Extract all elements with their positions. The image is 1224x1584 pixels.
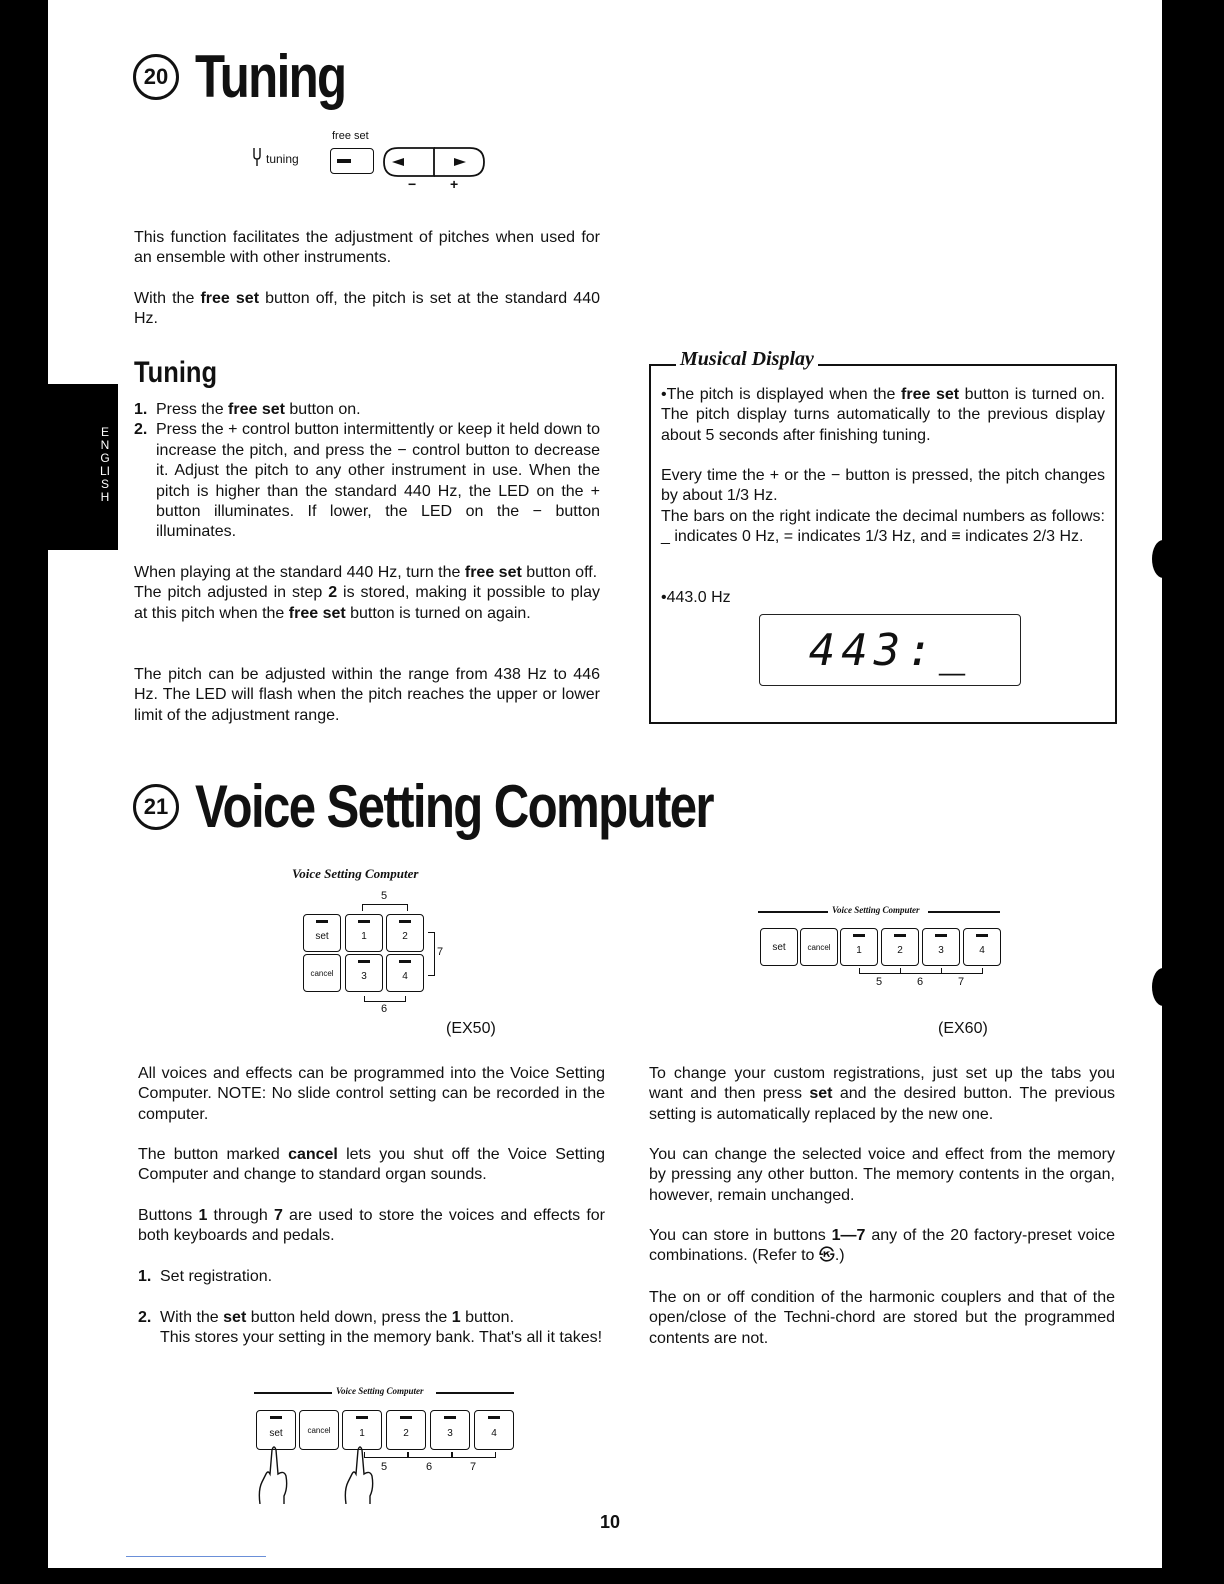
divider <box>254 1392 332 1394</box>
ex60-caption: (EX60) <box>938 1020 988 1037</box>
set-button[interactable]: set <box>256 1410 296 1450</box>
combo-7-label: 7 <box>437 946 444 958</box>
memory-button-4[interactable]: 4 <box>474 1410 514 1450</box>
vsc-couplers-paragraph: The on or off condition of the harmonic couplers and that of the open/close of the Techni-chord are stored but the programmed contents are not. <box>649 1289 1115 1347</box>
tuning-subheading: Tuning <box>134 356 218 389</box>
memory-button-4[interactable]: 4 <box>963 928 1001 966</box>
combo-7-label: 7 <box>470 1461 477 1473</box>
ex60-panel-title: Voice Setting Computer <box>832 905 920 915</box>
memory-button-2[interactable]: 2 <box>386 1410 426 1450</box>
page-border-bottom <box>0 1568 1224 1584</box>
cancel-button[interactable]: cancel <box>299 1410 339 1450</box>
combo-6-label: 6 <box>426 1461 433 1473</box>
combo-bracket <box>362 904 408 911</box>
section-heading: Tuning <box>195 43 346 110</box>
page-border-right <box>1162 0 1224 1584</box>
edge-mark <box>1152 540 1174 578</box>
memory-button-1[interactable]: 1 <box>345 914 383 952</box>
tuning-intro-paragraph: This function facilitates the adjustment of pitches when used for an ensemble with other instruments. <box>134 229 600 267</box>
vsc-preset-paragraph: You can store in buttons 1—7 any of the 20 factory-preset voice combinations. (Refer to ㉿.) <box>649 1227 1116 1265</box>
free-set-label: free set <box>332 130 369 142</box>
pointing-hand-icon <box>256 1444 290 1504</box>
tuning-standard-paragraph: With the free set button off, the pitch is set at the standard 440 Hz. <box>134 290 601 328</box>
vsc-intro-paragraph: All voices and effects can be programmed into the Voice Setting Computer. NOTE: No slide control setting can be recorded in the computer. <box>138 1065 605 1123</box>
minus-label: − <box>408 176 417 192</box>
display-paragraph-2: Every time the + or the − button is pressed, the pitch changes by about 1/3 Hz. <box>661 467 1105 505</box>
list-item: 1. Press the free set button on. <box>134 401 361 418</box>
combo-5-label: 5 <box>381 1461 388 1473</box>
combo-bracket <box>941 968 983 974</box>
set-button[interactable]: set <box>760 928 798 966</box>
combo-bracket <box>428 932 435 976</box>
memory-button-3[interactable]: 3 <box>430 1410 470 1450</box>
pointing-hand-icon <box>342 1444 376 1504</box>
display-paragraph-1: •The pitch is displayed when the free set button is turned on. The pitch display turns automatically to the previous display about 5 seconds after finishing tuning. <box>661 386 1105 444</box>
vsc-change-paragraph: To change your custom registrations, just set up the tabs you want and then press set and the desired button. The previous setting is automatically replaced by the new one. <box>649 1065 1115 1123</box>
list-item: 2. Press the + control button intermittently or keep it held down to increase the pitch, and press the − control button to decrease it. Adjust the pitch to any other instrument in use. When the pitch is higher than the standard 440 Hz, the LED on the + button illuminates. If lower, the LED on the − button illuminates. <box>134 421 600 541</box>
combo-5-label: 5 <box>876 976 883 988</box>
tuning-fork-icon <box>252 148 262 166</box>
scan-artifact-line <box>126 1556 266 1557</box>
combo-6-label: 6 <box>381 1003 388 1015</box>
cancel-button[interactable]: cancel <box>303 954 341 992</box>
divider <box>928 911 1000 913</box>
edge-mark <box>1152 968 1174 1006</box>
memory-button-2[interactable]: 2 <box>386 914 424 952</box>
memory-button-3[interactable]: 3 <box>345 954 383 992</box>
section-heading: Voice Setting Computer <box>195 773 713 840</box>
tuning-standard-off-paragraph: When playing at the standard 440 Hz, turn the free set button off. The pitch adjusted in step 2 is stored, making it possible to play at this pitch when the free set button is turned on again. <box>134 564 601 622</box>
tuning-minus-plus-buttons[interactable] <box>382 146 486 178</box>
combo-bracket <box>452 1452 496 1458</box>
lcd-display: 443:_ <box>759 614 1021 686</box>
section-title-vsc <box>133 772 827 841</box>
memory-button-2[interactable]: 2 <box>881 928 919 966</box>
musical-display-title: Musical Display <box>676 348 818 371</box>
list-item: 2. With the set button held down, press the 1 button. This stores your setting in the memory bank. That's all it takes! <box>138 1308 603 1347</box>
vsc-steps <box>138 1267 605 1349</box>
ex50-panel-title: Voice Setting Computer <box>292 866 419 881</box>
section-title-tuning <box>133 42 378 111</box>
combo-5-label: 5 <box>381 890 388 902</box>
combo-bracket <box>364 996 406 1002</box>
plus-label: + <box>450 176 459 192</box>
divider <box>758 911 828 913</box>
tuning-steps <box>134 400 600 543</box>
memory-button-1[interactable]: 1 <box>840 928 878 966</box>
free-set-button[interactable] <box>330 148 374 174</box>
vsc-memory-paragraph: You can change the selected voice and effect from the memory by pressing any other button. The memory contents in the organ, however, remain unchanged. <box>649 1146 1115 1204</box>
combo-6-label: 6 <box>917 976 924 988</box>
memory-button-1[interactable]: 1 <box>342 1410 382 1450</box>
language-tab-label: ENGLISH <box>99 425 110 504</box>
combo-7-label: 7 <box>958 976 965 988</box>
bottom-panel-title: Voice Setting Computer <box>336 1386 424 1396</box>
ex50-caption: (EX50) <box>446 1020 496 1037</box>
vsc-cancel-paragraph: The button marked cancel lets you shut off the Voice Setting Computer and change to standard organ sounds. <box>138 1146 606 1184</box>
section-number: 20 <box>133 54 179 100</box>
combo-bracket <box>408 1452 452 1458</box>
list-item: 1. Set registration. <box>138 1268 273 1285</box>
combo-bracket <box>900 968 942 974</box>
display-example-label: •443.0 Hz <box>661 589 731 606</box>
page-number: 10 <box>600 1512 621 1532</box>
set-button[interactable]: set <box>303 914 341 952</box>
memory-button-3[interactable]: 3 <box>922 928 960 966</box>
divider <box>436 1392 514 1394</box>
page-border-left <box>0 0 48 1584</box>
tuning-range-paragraph: The pitch can be adjusted within the range from 438 Hz to 446 Hz. The LED will flash when the pitch reaches the upper or lower limit of the adjustment range. <box>134 666 600 724</box>
combo-bracket <box>859 968 901 974</box>
section-number: 21 <box>133 784 179 830</box>
tuning-label: tuning <box>266 152 299 166</box>
vsc-buttons-paragraph: Buttons 1 through 7 are used to store the voices and effects for both keyboards and pedals. <box>138 1207 606 1245</box>
display-paragraph-3: The bars on the right indicate the decimal numbers as follows: _ indicates 0 Hz, = indicates 1/3 Hz, and ≡ indicates 2/3 Hz. <box>661 508 1105 546</box>
cancel-button[interactable]: cancel <box>800 928 838 966</box>
memory-button-4[interactable]: 4 <box>386 954 424 992</box>
